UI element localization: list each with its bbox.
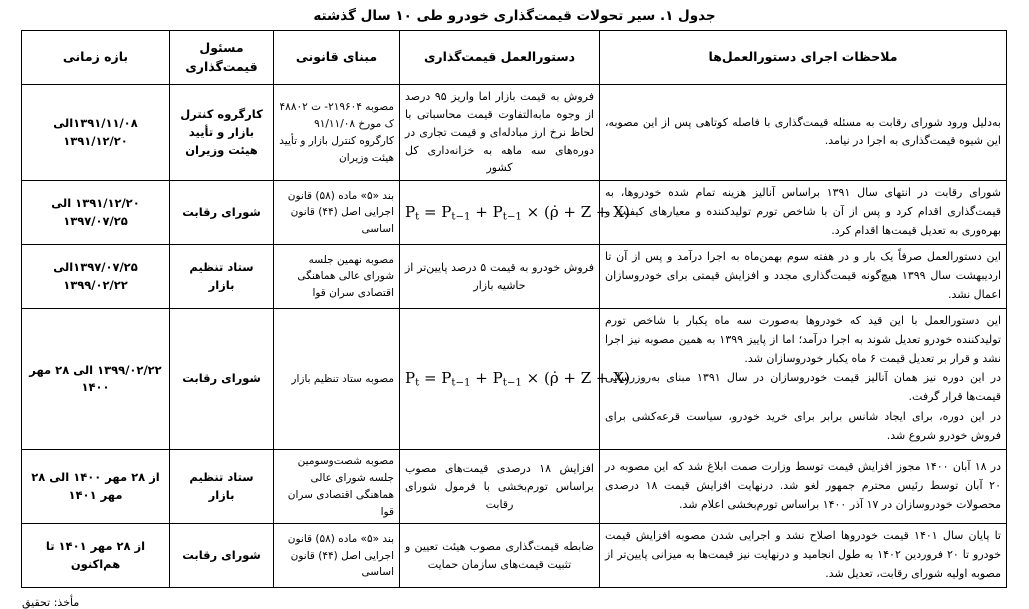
cell-responsible: شورای رقابت bbox=[170, 181, 274, 245]
table-header-row bbox=[22, 31, 1007, 85]
cell-directive: فروش خودرو به قیمت ۵ درصد پایین‌تر از حاشیه بازار bbox=[400, 245, 600, 309]
note-paragraph: این دستورالعمل با این قید که خودروها به‌صورت سه ماه یکبار با شاخص تورم تولیدکننده خودرو تعدیل شوند به اجرا درآمد؛ اما از پاییز ۱۳۹۹ به همین مصوبه نیز اجرا نشد و قرار بر تعدیل قیمت ۶ ماه یکبار خودروسازان شد. bbox=[605, 314, 1001, 365]
cell-responsible: ستاد تنظیم بازار bbox=[170, 450, 274, 524]
notes-list bbox=[605, 527, 1001, 583]
notes-list bbox=[605, 248, 1001, 304]
cell-legal-basis: مصوبه ستاد تنظیم بازار bbox=[274, 309, 400, 450]
table-row bbox=[22, 524, 1007, 588]
cell-notes bbox=[600, 181, 1007, 245]
column-header-legal-basis: مبنای قانونی bbox=[274, 31, 400, 85]
source-note bbox=[22, 588, 1007, 609]
pricing-history-table bbox=[21, 30, 1007, 588]
column-header-responsible bbox=[170, 31, 274, 85]
cell-responsible: کارگروه کنترل بازار و تأیید هیئت وزیران bbox=[170, 85, 274, 181]
note-paragraph: در ۱۸ آبان ۱۴۰۰ مجوز افزایش قیمت توسط وزارت صمت ابلاغ شد که این مصوبه در ۲۰ آبان توسط رئیس محترم جمهور لغو شد. درنهایت افزایش قیمت ۱۸ درصدی محصولات خودروسازان در ۱۷ آذر ۱۴۰۰ براساس تورم‌بخشی اعلام شد. bbox=[605, 460, 1001, 511]
cell-responsible: شورای رقابت bbox=[170, 524, 274, 588]
column-header-directive: دستورالعمل قیمت‌گذاری bbox=[400, 31, 600, 85]
note-paragraph: شورای رقابت در انتهای سال ۱۳۹۱ براساس آنالیز هزینه تمام شده خودروها، به قیمت‌گذاری اقدام کرد و پس از آن با شاخص تورم تولیدکننده و معیارهای کیفیت و بهره‌وری به تعدیل قیمت‌ها اقدام کرد. bbox=[605, 186, 1001, 237]
notes-list bbox=[605, 114, 1001, 151]
cell-responsible: شورای رقابت bbox=[170, 309, 274, 450]
notes-list bbox=[605, 184, 1001, 240]
column-header-notes: ملاحظات اجرای دستورالعمل‌ها bbox=[600, 31, 1007, 85]
column-header-responsible-line2: قیمت‌گذاری bbox=[185, 58, 258, 74]
notes-list bbox=[605, 458, 1001, 514]
cell-directive-formula bbox=[400, 309, 630, 450]
cell-period: از ۲۸ مهر ۱۴۰۰ الی ۲۸ مهر ۱۴۰۱ bbox=[22, 450, 170, 524]
cell-notes bbox=[600, 245, 1007, 309]
cell-period: ۱۳۹۹/۰۲/۲۲ الی ۲۸ مهر ۱۴۰۰ bbox=[22, 309, 170, 450]
cell-legal-basis: مصوبه ۲۱۹۶۰۴- ت ۴۸۸۰۲ ک مورخ ۹۱/۱۱/۰۸ کارگروه کنترل بازار و تأیید هیئت وزیران bbox=[274, 85, 400, 181]
note-paragraph: در این دوره، برای ایجاد شانس برابر برای خرید خودرو، سیاست قرعه‌کشی برای فروش خودرو شروع شد. bbox=[605, 409, 1001, 442]
table-row bbox=[22, 85, 1007, 181]
cell-notes bbox=[600, 85, 1007, 181]
pricing-formula: $P_t = P_{t-1} + P_{t-1}$ × (ρ̇ + Z + X) bbox=[405, 202, 630, 223]
cell-period: ۱۳۹۷/۰۷/۲۵الی ۱۳۹۹/۰۲/۲۲ bbox=[22, 245, 170, 309]
cell-legal-basis: مصوبه شصت‌وسومین جلسه شورای عالی هماهنگی اقتصادی سران قوا bbox=[274, 450, 400, 524]
cell-legal-basis: مصوبه نهمین جلسه شورای عالی هماهنگی اقتصادی سران قوا bbox=[274, 245, 400, 309]
table-row bbox=[22, 309, 1007, 450]
cell-responsible: ستاد تنظیم بازار bbox=[170, 245, 274, 309]
cell-period: از ۲۸ مهر ۱۴۰۱ تا هم‌اکنون bbox=[22, 524, 170, 588]
cell-notes bbox=[600, 524, 1007, 588]
pricing-formula: $P_t = P_{t-1} + P_{t-1}$ × (ρ̇ + Z + X) bbox=[405, 369, 630, 389]
cell-legal-basis: بند «۵» ماده (۵۸) قانون اجرایی اصل (۴۴) قانون اساسی bbox=[274, 524, 400, 588]
column-header-period: بازه زمانی bbox=[22, 31, 170, 85]
cell-directive: ضابطه قیمت‌گذاری مصوب هیئت تعیین و تثبیت قیمت‌های سازمان حمایت bbox=[400, 524, 600, 588]
cell-period: ۱۳۹۱/۱۱/۰۸الی ۱۳۹۱/۱۲/۲۰ bbox=[22, 85, 170, 181]
table-row bbox=[22, 181, 1007, 245]
cell-directive: فروش به قیمت بازار اما واریز ۹۵ درصد از وجوه مابه‌التفاوت قیمت محاسباتی با لحاظ نرخ ارز مبادله‌ای و قیمت تجاری در دوره‌های سه ماهه به خزانه‌داری کل کشور bbox=[400, 85, 600, 181]
source-note-text: مأخذ: تحقیق bbox=[22, 596, 80, 609]
note-paragraph: به‌دلیل ورود شورای رقابت به مسئله قیمت‌گذاری با فاصله کوتاهی پس از این مصوبه، این شیوه قیمت‌گذاری به اجرا در نیامد. bbox=[605, 115, 1001, 148]
cell-directive-formula bbox=[400, 181, 630, 245]
table-body bbox=[22, 85, 1007, 588]
note-paragraph: در این دوره نیز همان آنالیز قیمت خودروسازان در سال ۱۳۹۱ مبنای به‌روزرسانی قیمت‌ها قرار گرفت. bbox=[605, 371, 1001, 404]
cell-notes bbox=[600, 450, 1007, 524]
cell-directive: افزایش ۱۸ درصدی قیمت‌های مصوب براساس تورم‌بخشی با فرمول شورای رقابت bbox=[400, 450, 600, 524]
note-paragraph: تا پایان سال ۱۴۰۱ قیمت خودروها اصلاح نشد و اجرایی شدن مصوبه افزایش قیمت خودرو تا ۲۰ فروردین ۱۴۰۲ به طول انجامید و درنهایت نیز قیمت‌ها به میزانی پایین‌تر از مصوبه اولیه شورای رقابت، تعدیل شد. bbox=[605, 529, 1002, 580]
cell-notes bbox=[600, 309, 1007, 450]
column-header-responsible-line1: مسئول bbox=[199, 39, 244, 55]
table-row bbox=[22, 450, 1007, 524]
cell-period: ۱۳۹۱/۱۲/۲۰ الی ۱۳۹۷/۰۷/۲۵ bbox=[22, 181, 170, 245]
table-row bbox=[22, 245, 1007, 309]
note-paragraph: این دستورالعمل صرفاً یک بار و در هفته سوم بهمن‌ماه به اجرا درآمد و پس از آن تا اردیبهشت سال ۱۳۹۹ هیچ‌گونه قیمت‌گذاری مجدد و افزایش قیمتی برای خودروسازان اعمال نشد. bbox=[605, 250, 1002, 301]
page-title: جدول ۱. سیر تحولات قیمت‌گذاری خودرو طی ۱۰ سال گذشته bbox=[313, 8, 716, 24]
cell-legal-basis: بند «۵» ماده (۵۸) قانون اجرایی اصل (۴۴) قانون اساسی bbox=[274, 181, 400, 245]
table-header bbox=[22, 31, 1007, 85]
notes-list bbox=[605, 312, 1001, 445]
